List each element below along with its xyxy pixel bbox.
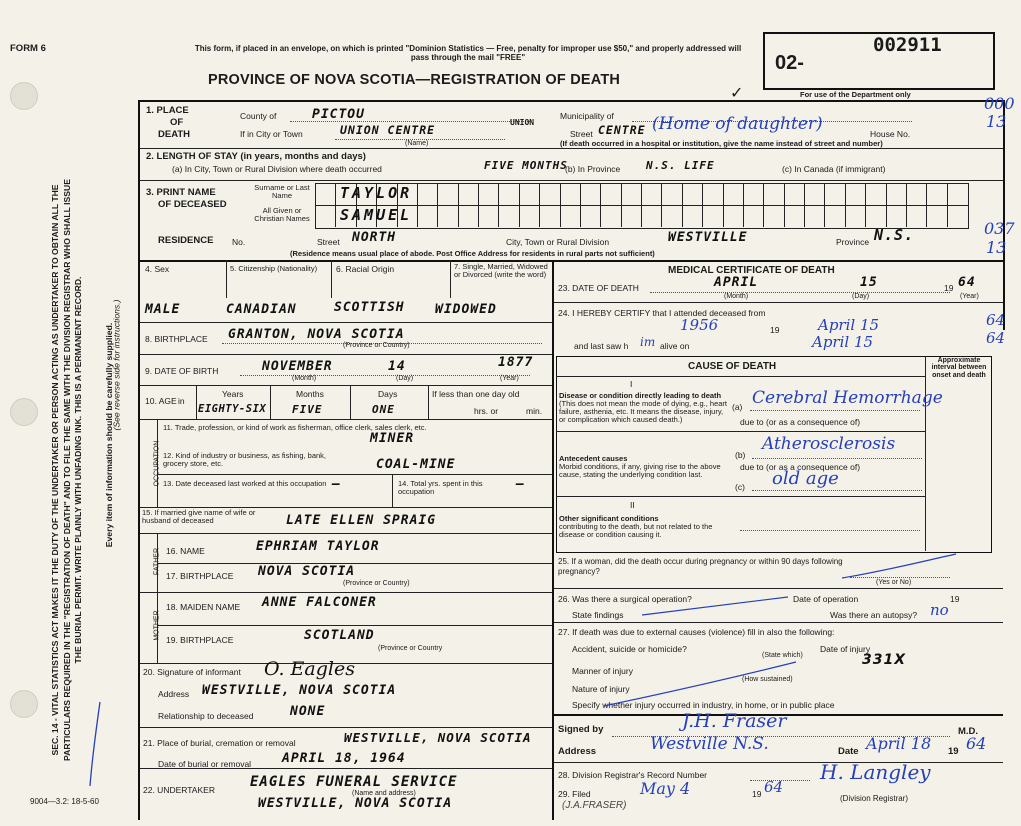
occupation-14-value: —	[516, 477, 525, 492]
q27-label: 27. If death was due to external causes (violence) fill in also the following:	[558, 627, 835, 637]
rule	[554, 762, 1003, 763]
alive-on-label: alive on	[660, 341, 690, 351]
filed-date: May 4	[640, 779, 691, 798]
death-year: 64	[958, 275, 976, 290]
name-grid-cell-divider	[641, 183, 642, 227]
other-conditions-label: Other significant conditions	[559, 514, 659, 523]
last-saw-him: im	[640, 335, 656, 349]
name-grid-cell-divider	[661, 183, 662, 227]
rule	[554, 588, 1003, 589]
origin-label: 6. Racial Origin	[336, 264, 395, 274]
attended-to-prefix: 19	[770, 325, 780, 335]
residence-street-label: Street	[317, 237, 340, 247]
spouse-value: LATE ELLEN SPRAIG	[286, 513, 437, 528]
mother-birthplace-label: 19. BIRTHPLACE	[166, 635, 234, 645]
rule	[554, 622, 1003, 623]
form-title: PROVINCE OF NOVA SCOTIA—REGISTRATION OF DEATH	[208, 72, 621, 88]
reverse-side-note: (See reverse side for instructions.)	[111, 299, 122, 431]
place-death-label: DEATH	[158, 129, 191, 140]
name-grid-cell-divider	[702, 183, 703, 227]
q27-strike	[600, 660, 800, 710]
cause-c-line	[752, 490, 922, 491]
name-grid-cell-divider	[743, 183, 744, 227]
signed-date-label: Date	[838, 746, 859, 757]
punch-hole	[10, 82, 38, 110]
birthplace-caption: (Province or Country)	[343, 342, 410, 349]
house-label: House No.	[870, 129, 911, 139]
name-grid-cell-divider	[824, 183, 825, 227]
other-conditions-note: contributing to the death, but not related to the disease or condition causing it.	[559, 521, 713, 539]
column-divider	[552, 260, 554, 820]
q26-label: 26. Was there a surgical operation?	[558, 594, 692, 604]
citizenship-label: 5. Citizenship (Nationality)	[230, 264, 318, 273]
place-margin-code-2: 13	[986, 112, 1007, 131]
min-label: min.	[526, 406, 543, 416]
name-grid-cell-divider	[804, 183, 805, 227]
cell-divider	[350, 385, 351, 419]
cause-c-label: (c)	[735, 482, 745, 492]
q27-how: (How sustained)	[742, 676, 793, 683]
relationship-value: NONE	[290, 704, 326, 719]
informant-signature: O. Eagles	[264, 658, 355, 680]
name-grid-cell-divider	[723, 183, 724, 227]
name-caption: (Name)	[405, 140, 429, 147]
county-value: PICTOU	[312, 107, 365, 122]
street-value: CENTRE	[598, 123, 646, 137]
cell-divider	[392, 474, 393, 507]
registrar-caption: (Division Registrar)	[840, 794, 909, 803]
surname-value: TAYLOR	[340, 184, 413, 202]
less-than-day-label: If less than one day old	[432, 389, 520, 399]
name-grid-cell-divider	[539, 183, 540, 227]
filed-label: 29. Filed	[558, 789, 591, 799]
cell-divider	[450, 260, 451, 298]
q26-autopsy-label: Was there an autopsy?	[830, 610, 918, 620]
dob-year: 1877	[498, 355, 534, 370]
years-label: Years	[222, 389, 244, 399]
age-months: FIVE	[292, 403, 323, 416]
reg-prefix: 02-	[775, 52, 804, 74]
rule	[140, 768, 552, 769]
name-grid-cell-divider	[560, 183, 561, 227]
death-month: APRIL	[714, 275, 759, 290]
residence-no-label: No.	[232, 237, 246, 247]
registrar-signature: H. Langley	[820, 760, 931, 784]
vital-statistics-notice: SEC. 14 - VITAL STATISTICS ACT MAKES IT THE DUTY OF THE UNDERTAKER OR PERSON ACTING AS UNDERTAKER TO OBTAIN ALL THE PARTICULARS REQUIRED IN THE "REGISTRATION OF DEATH" AND TO FILE THE SAME WITH THE DIVISION REGISTRAR WHO SHALL ISSUE THE BURIAL PERMIT. WRITE PLAINLY WITH UNFADING INK. THIS IS A PERMANENT RECORD.	[49, 179, 83, 761]
cell-divider	[428, 385, 429, 419]
of-deceased-label: OF DECEASED	[158, 199, 227, 210]
part-one: I	[630, 379, 633, 389]
disease-label: Disease or condition directly leading to death	[559, 391, 722, 400]
q26-strike	[640, 595, 790, 617]
place-label: 1. PLACE	[146, 105, 189, 116]
signed-by-label: Signed by	[558, 724, 604, 735]
other-line	[740, 530, 920, 531]
signed-date: April 18	[866, 734, 932, 753]
attended-from: 1956	[680, 316, 719, 334]
dob-line	[240, 375, 530, 376]
name-grid-cell-divider	[784, 183, 785, 227]
q25-label: 25. If a woman, did the death occur during pregnancy or within 90 days following pregnancy?	[558, 557, 843, 577]
rule	[556, 376, 926, 377]
surname-label: Surname or Last Name	[254, 183, 310, 200]
residence-label: RESIDENCE	[158, 235, 214, 246]
cause-a-label: (a)	[732, 402, 743, 412]
rule	[140, 180, 1003, 181]
antecedent-label: Antecedent causes	[559, 454, 628, 463]
informant-address: WESTVILLE, NOVA SCOTIA	[202, 683, 397, 698]
rule	[140, 592, 552, 593]
mother-name-label: 18. MAIDEN NAME	[166, 602, 241, 612]
burial-place-label: 21. Place of burial, cremation or removal	[143, 738, 296, 748]
q26-date-label: Date of operation	[793, 594, 859, 604]
months-label: Months	[296, 389, 324, 399]
stay-c-label: (c) In Canada (if immigrant)	[782, 164, 886, 174]
undertaker-line1: EAGLES FUNERAL SERVICE	[250, 774, 458, 790]
cause-b-value: Atherosclerosis	[762, 434, 896, 454]
street-label: Street	[570, 129, 593, 139]
age-days: ONE	[372, 403, 395, 416]
filed-year-prefix: 19	[752, 789, 762, 799]
cause-a-value: Cerebral Hemorrhage	[752, 388, 943, 408]
name-grid	[315, 183, 969, 229]
city-label: If in City or Town	[240, 129, 303, 139]
rule	[556, 496, 926, 497]
physician-address: Westville N.S.	[650, 734, 769, 754]
mother-side-label: MOTHER	[153, 610, 161, 641]
house-value: (Home of daughter)	[652, 114, 823, 134]
attended-to-year: 64	[986, 311, 1006, 329]
record-number-label: 28. Division Registrar's Record Number	[558, 770, 708, 780]
stay-b-label: (b) In Province	[565, 164, 621, 174]
dob-year-caption: (Year)	[500, 375, 519, 382]
check-mark: ✓	[730, 85, 744, 102]
frame-top	[138, 100, 1003, 102]
hospital-note: (If death occurred in a hospital or institution, give the name instead of street and number)	[560, 139, 883, 148]
physician-address-label: Address	[558, 746, 597, 757]
mother-name: ANNE FALCONER	[262, 595, 377, 610]
q26-autopsy-value: no	[930, 601, 949, 619]
dob-label: 9. DATE OF BIRTH	[145, 366, 219, 376]
cell-divider	[331, 260, 332, 298]
q27-nature: Nature of injury	[572, 684, 630, 694]
rule	[157, 625, 552, 626]
death-date-line	[650, 292, 950, 293]
place-of-label: OF	[170, 117, 184, 128]
place-margin-code: 000	[984, 94, 1015, 113]
burial-place: WESTVILLE, NOVA SCOTIA	[344, 730, 532, 745]
alive-year: 64	[986, 329, 1006, 347]
father-side-label: FATHER	[153, 547, 161, 576]
marital-label: 7. Single, Married, Widowed or Divorced (write the word)	[454, 262, 548, 279]
father-name-label: 16. NAME	[166, 546, 205, 556]
death-day: 15	[860, 275, 878, 290]
dob-day-caption: (Day)	[396, 375, 414, 382]
name-grid-cell-divider	[437, 183, 438, 227]
occupation-12-value: COAL-MINE	[376, 457, 456, 472]
cause-title: CAUSE OF DEATH	[688, 361, 777, 372]
county-label: County of	[240, 111, 277, 121]
name-grid-cell-divider	[335, 183, 336, 227]
q27-manner: Manner of injury	[572, 666, 633, 676]
undertaker-label: 22. UNDERTAKER	[143, 785, 215, 795]
mother-birthplace: SCOTLAND	[304, 628, 375, 643]
filed-year: 64	[764, 778, 784, 796]
mail-notice: This form, if placed in an envelope, on which is printed "Dominion Statistics — Free, penalty for improper use $50," and properly addressed will pass through the mail "FREE"	[194, 44, 742, 63]
residence-margin-code: 037	[984, 219, 1015, 238]
stay-b-value: N.S. LIFE	[646, 159, 715, 172]
rule	[556, 431, 926, 432]
father-name: EPHRIAM TAYLOR	[256, 539, 380, 554]
mother-caption: (Province or Country	[378, 645, 443, 652]
cause-c-value: old age	[772, 468, 839, 489]
sex-value: MALE	[145, 302, 181, 317]
attended-to-date: April 15	[818, 316, 880, 334]
occupation-14-label: 14. Total yrs. spent in this occupation	[398, 479, 483, 496]
occupation-side-label: OCCUPATION	[153, 440, 161, 487]
rule	[140, 727, 552, 728]
frame-right	[1003, 100, 1005, 330]
rule	[138, 260, 1003, 262]
q27-specify: Specify whether injury occurred in industry, in home, or in public place	[572, 700, 835, 710]
frame-left	[138, 100, 140, 820]
city-value: UNION CENTRE	[340, 123, 436, 137]
occupation-12-label: 12. Kind of industry or business, as fishing, bank, grocery store, etc.	[163, 451, 327, 468]
physician-signature: J.H. Fraser	[682, 710, 787, 732]
name-grid-cell-divider	[498, 183, 499, 227]
given-value: SAMUEL	[340, 206, 413, 224]
rule	[157, 474, 552, 475]
last-saw-label: and last saw h	[574, 341, 629, 351]
residence-city-label: City, Town or Rural Division	[506, 237, 610, 247]
q27-date-injury: Date of injury	[820, 644, 871, 654]
given-label: All Given or Christian Names	[254, 206, 310, 223]
burial-date-label: Date of burial or removal	[158, 759, 252, 769]
stay-a-value: FIVE MONTHS	[484, 159, 568, 172]
death-year-prefix: 19	[944, 283, 954, 293]
cause-b-label: (b)	[735, 450, 746, 460]
supply-note: Every item of information should be carefully supplied.	[104, 322, 114, 548]
q27-accident: Accident, suicide or homicide?	[572, 644, 687, 654]
cell-divider	[226, 260, 227, 298]
q25-strike	[840, 552, 960, 582]
birthplace-value: GRANTON, NOVA SCOTIA	[228, 327, 405, 342]
rule	[140, 419, 552, 420]
dob-month-caption: (Month)	[292, 375, 317, 382]
dob-day: 14	[388, 359, 406, 374]
footer-code: 9004—3.2: 18-5-60	[30, 797, 99, 806]
name-grid-cell-divider	[947, 183, 948, 227]
father-birthplace-label: 17. BIRTHPLACE	[166, 571, 234, 581]
name-grid-cell-divider	[417, 183, 418, 227]
residence-street: NORTH	[352, 230, 397, 245]
occupation-11-value: MINER	[370, 431, 415, 446]
alive-date: April 15	[812, 333, 874, 351]
rule	[554, 302, 1003, 303]
dob-month: NOVEMBER	[262, 359, 333, 374]
name-grid-cell-divider	[682, 183, 683, 227]
q26-year-prefix: 19	[950, 594, 960, 604]
cell-divider	[196, 385, 197, 419]
residence-note: (Residence means usual place of abode. Post Office Address for residents in rural parts not sufficient)	[290, 249, 655, 258]
age-in: in	[178, 396, 185, 406]
residence-province-label: Province	[836, 237, 870, 247]
cell-divider	[270, 385, 271, 419]
md-label: M.D.	[958, 726, 979, 737]
stay-a-label: (a) In City, Town or Rural Division where death occurred	[172, 164, 382, 174]
union-value: UNION	[510, 118, 535, 127]
name-grid-cell-divider	[906, 183, 907, 227]
residence-city: WESTVILLE	[668, 230, 748, 245]
marital-value: WIDOWED	[435, 302, 497, 317]
death-month-caption: (Month)	[724, 293, 749, 300]
interval-label: Approximate interval between onset and death	[931, 357, 987, 379]
cause-a-line	[750, 410, 920, 411]
other-block	[559, 515, 729, 539]
residence-margin-code-2: 13	[986, 238, 1007, 257]
certify-label: 24. I HEREBY CERTIFY that I attended deceased from	[558, 308, 766, 318]
reg-number: 002911	[873, 34, 942, 56]
name-grid-cell-divider	[926, 183, 927, 227]
grid-divider	[316, 205, 968, 206]
antecedent-block	[559, 455, 729, 479]
rule	[140, 385, 552, 386]
relationship-label: Relationship to deceased	[158, 711, 254, 721]
rule	[140, 148, 1003, 149]
county-line	[290, 121, 530, 122]
disease-note: (This does not mean the mode of dying, e.g., heart failure, asthenia, etc. It means the disease, injury, or complication which caused death.)	[559, 398, 728, 424]
undertaker-stamp: (J.A.FRASER)	[562, 800, 627, 811]
form-number: FORM 6	[10, 43, 46, 54]
stay-label: 2. LENGTH OF STAY (in years, months and days)	[146, 151, 366, 162]
informant-label: 20. Signature of informant	[143, 667, 241, 677]
occupation-13-value: —	[332, 477, 341, 492]
name-grid-cell-divider	[886, 183, 887, 227]
informant-address-label: Address	[158, 689, 190, 699]
due-to-label-1: due to (or as a consequence of)	[740, 417, 861, 427]
name-grid-cell-divider	[763, 183, 764, 227]
sex-label: 4. Sex	[145, 264, 170, 274]
age-label: 10. AGE	[145, 396, 177, 406]
signed-year-prefix: 19	[948, 746, 959, 757]
father-birthplace: NOVA SCOTIA	[258, 564, 356, 579]
municipality-label: Municipality of	[560, 111, 614, 121]
margin-pen-mark	[70, 700, 110, 790]
disease-block	[559, 392, 729, 424]
spouse-label: 15. If married give name of wife or husband of deceased	[142, 508, 256, 525]
q26-findings: State findings	[572, 610, 624, 620]
citizenship-value: CANADIAN	[226, 302, 297, 317]
name-grid-cell-divider	[845, 183, 846, 227]
death-day-caption: (Day)	[852, 293, 870, 300]
undertaker-line2: WESTVILLE, NOVA SCOTIA	[258, 796, 453, 811]
q27-code: 331X	[862, 652, 907, 668]
birthplace-label: 8. BIRTHPLACE	[145, 334, 208, 344]
burial-date: APRIL 18, 1964	[282, 751, 406, 766]
residence-province: N.S.	[874, 226, 915, 244]
rule	[140, 322, 552, 323]
registration-number-box	[763, 32, 995, 90]
rule	[140, 533, 552, 534]
hrs-label: hrs. or	[474, 406, 499, 416]
antecedent-note: Morbid conditions, if any, giving rise to the above cause, stating the underlying condition last.	[559, 461, 721, 479]
occupation-11-label: 11. Trade, profession, or kind of work as fisherman, office clerk, sales clerk, etc.	[163, 423, 427, 432]
occupation-13-label: 13. Date deceased last worked at this occupation	[163, 479, 327, 488]
cause-b-line	[752, 458, 922, 459]
side-instructions	[9, 150, 129, 790]
father-caption: (Province or Country)	[343, 580, 410, 587]
death-year-caption: (Year)	[960, 293, 979, 300]
days-label: Days	[378, 389, 398, 399]
date-of-death-label: 23. DATE OF DEATH	[558, 283, 639, 293]
name-grid-cell-divider	[621, 183, 622, 227]
interval-divider	[925, 356, 926, 551]
name-grid-cell-divider	[865, 183, 866, 227]
name-grid-cell-divider	[580, 183, 581, 227]
print-name-label: 3. PRINT NAME	[146, 187, 216, 198]
name-grid-cell-divider	[519, 183, 520, 227]
origin-value: SCOTTISH	[334, 300, 405, 315]
part-two: II	[630, 500, 635, 510]
q25-caption: (Yes or No)	[876, 579, 912, 586]
undertaker-caption: (Name and address)	[352, 790, 416, 797]
department-use: For use of the Department only	[800, 90, 911, 99]
name-grid-cell-divider	[458, 183, 459, 227]
medical-title: MEDICAL CERTIFICATE OF DEATH	[668, 265, 835, 276]
signed-year: 64	[966, 734, 987, 753]
name-grid-cell-divider	[600, 183, 601, 227]
age-years: EIGHTY-SIX	[198, 403, 267, 415]
rule	[140, 354, 552, 355]
q27-state-which: (State which)	[762, 652, 803, 659]
name-grid-cell-divider	[478, 183, 479, 227]
due-to-label-2: due to (or as a consequence of)	[740, 462, 861, 472]
